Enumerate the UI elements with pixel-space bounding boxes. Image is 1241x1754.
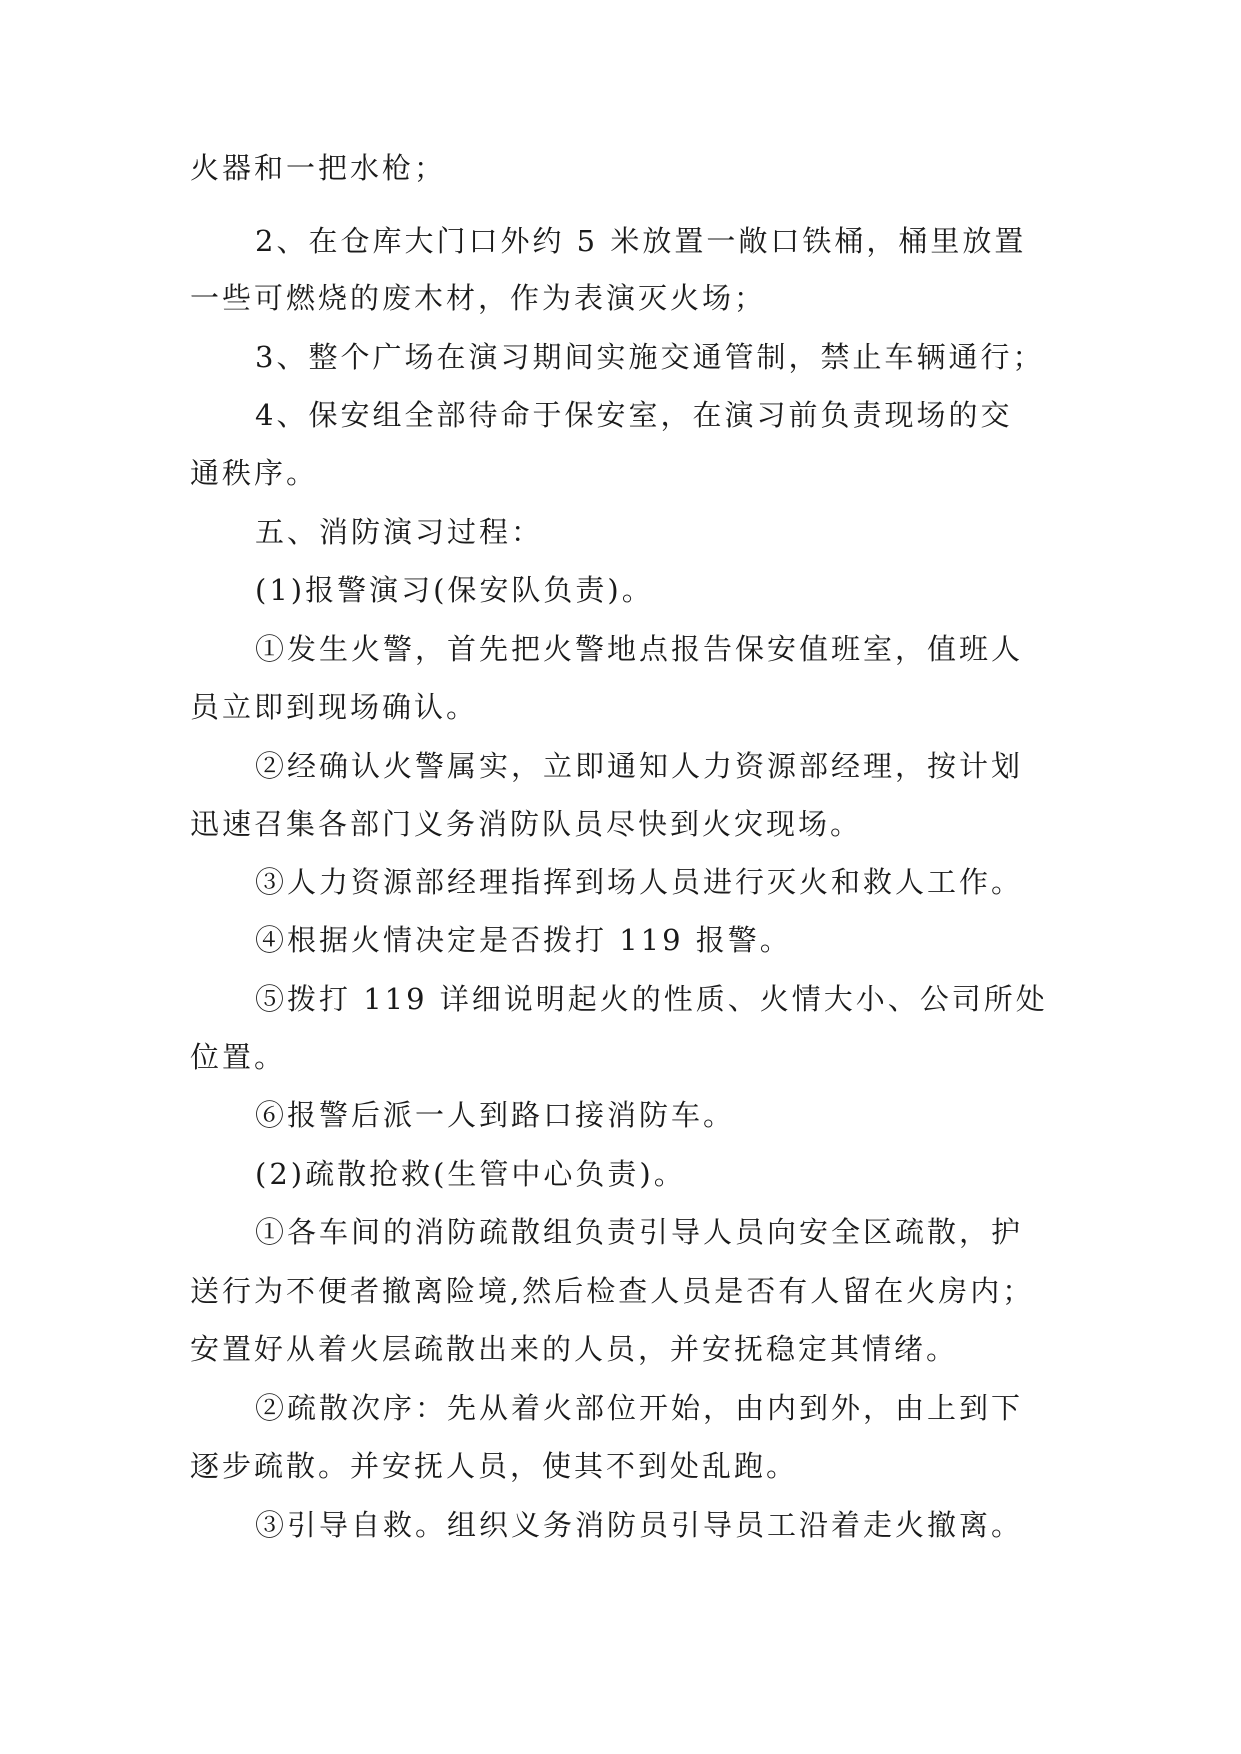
text-line: ②经确认火警属实，立即通知人力资源部经理，按计划	[255, 749, 1024, 783]
text-line: ③人力资源部经理指挥到场人员进行灭火和救人工作。	[255, 865, 1024, 899]
text-line: ③引导自救。组织义务消防员引导员工沿着走火撤离。	[255, 1508, 1024, 1542]
text-line: 通秩序。	[190, 456, 319, 490]
text-line: ①发生火警，首先把火警地点报告保安值班室，值班人	[255, 632, 1024, 666]
text-line: ⑥报警后派一人到路口接消防车。	[255, 1098, 736, 1132]
text-line: ④根据火情决定是否拨打 119 报警。	[255, 923, 792, 957]
text-line: ①各车间的消防疏散组负责引导人员向安全区疏散，护	[255, 1215, 1024, 1249]
text-line: 逐步疏散。并安抚人员，使其不到处乱跑。	[190, 1449, 799, 1483]
text-line: 3、整个广场在演习期间实施交通管制，禁止车辆通行；	[255, 340, 1045, 374]
text-line: 火器和一把水枪；	[190, 151, 447, 185]
text-line: 2、在仓库大门口外约 5 米放置一敞口铁桶，桶里放置	[255, 224, 1027, 258]
subsection-heading: (2)疏散抢救(生管中心负责)。	[255, 1157, 686, 1191]
text-line: 安置好从着火层疏散出来的人员，并安抚稳定其情绪。	[190, 1332, 959, 1366]
subsection-heading: (1)报警演习(保安队负责)。	[255, 573, 654, 607]
text-line: 送行为不便者撤离险境,然后检查人员是否有人留在火房内；	[190, 1274, 1035, 1308]
text-line: ⑤拨打 119 详细说明起火的性质、火情大小、公司所处	[255, 982, 1048, 1016]
text-line: ②疏散次序：先从着火部位开始，由内到外，由上到下	[255, 1391, 1024, 1425]
text-line: 一些可燃烧的废木材，作为表演灭火场；	[190, 281, 767, 315]
text-line: 迅速召集各部门义务消防队员尽快到火灾现场。	[190, 807, 863, 841]
text-line: 位置。	[190, 1040, 287, 1074]
text-line: 员立即到现场确认。	[190, 690, 479, 724]
text-line: 4、保安组全部待命于保安室，在演习前负责现场的交	[255, 398, 1013, 432]
section-heading: 五、消防演习过程：	[255, 515, 544, 549]
